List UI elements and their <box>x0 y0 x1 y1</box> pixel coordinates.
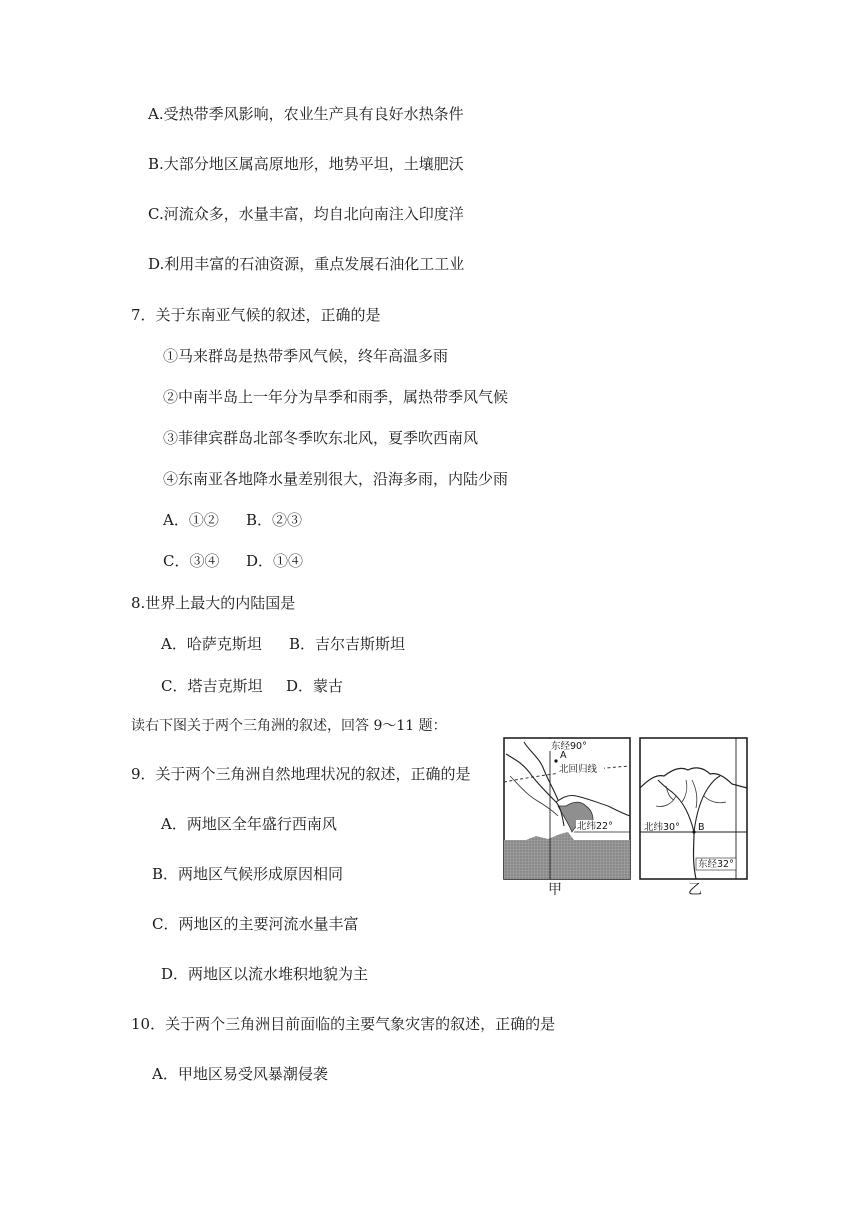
reading-instruction: 读右下图关于两个三角洲的叙述，回答 9～11 题： <box>131 718 447 734</box>
q8-option-a: A．哈萨克斯坦 <box>161 635 262 653</box>
q8-option-b: B．吉尔吉斯斯坦 <box>289 635 406 653</box>
q7-options-row-1 <box>163 510 302 530</box>
map-yi <box>640 738 747 896</box>
map-jia <box>504 738 630 896</box>
q7-statement-3: ③菲律宾群岛北部冬季吹东北风，夏季吹西南风 <box>163 429 479 447</box>
q10-option-a: A．甲地区易受风暴潮侵袭 <box>152 1065 328 1083</box>
q8-option-d: D．蒙古 <box>286 677 344 695</box>
label-point-b: B <box>698 822 705 833</box>
q10-stem: 10．关于两个三角洲目前面临的主要气象灾害的叙述，正确的是 <box>131 1015 556 1033</box>
q7-stem: 7．关于东南亚气候的叙述，正确的是 <box>131 306 381 324</box>
q9-option-b: B．两地区气候形成原因相同 <box>152 865 344 883</box>
q6-option-d: D.利用丰富的石油资源，重点发展石油化工工业 <box>148 255 465 273</box>
q8-stem: 8.世界上最大的内陆国是 <box>131 594 296 612</box>
caption-yi: 乙 <box>688 882 702 896</box>
q7-statement-1: ①马来群岛是热带季风气候，终年高温多雨 <box>163 347 449 365</box>
q6-option-b: B.大部分地区属高原地形，地势平坦，土壤肥沃 <box>148 155 464 173</box>
q8-options-row-1 <box>161 634 405 654</box>
delta-maps-figure <box>496 736 752 896</box>
q9-option-c: C．两地区的主要河流水量丰富 <box>152 915 359 933</box>
q8-options-row-2 <box>161 676 343 696</box>
point-b-marker <box>692 830 695 833</box>
q7-option-b: B．②③ <box>246 511 303 529</box>
label-north-latitude-30: 北纬30° <box>644 822 680 833</box>
q9-stem: 9．关于两个三角洲自然地理状况的叙述，正确的是 <box>131 765 471 783</box>
q9-option-d: D．两地区以流水堆积地貌为主 <box>161 965 369 983</box>
label-tropic-of-cancer: 北回归线 <box>559 764 598 775</box>
q7-statement-4: ④东南亚各地降水量差别很大，沿海多雨，内陆少雨 <box>163 470 509 488</box>
label-east-longitude-32: 东经32° <box>698 859 734 870</box>
label-east-longitude-90: 东经90° <box>551 741 587 752</box>
q7-options-row-2 <box>163 551 303 571</box>
q7-statement-2: ②中南半岛上一年分为旱季和雨季，属热带季风气候 <box>163 388 509 406</box>
q8-option-c: C．塔吉克斯坦 <box>161 677 263 695</box>
caption-jia: 甲 <box>548 882 562 896</box>
label-point-a: A <box>560 750 567 761</box>
label-north-latitude-22: 北纬22° <box>577 821 613 832</box>
q6-option-c: C.河流众多，水量丰富，均自北向南注入印度洋 <box>148 205 464 223</box>
q9-option-a: A．两地区全年盛行西南风 <box>161 815 337 833</box>
q7-option-d: D．①④ <box>246 552 304 570</box>
point-a-marker <box>554 759 557 762</box>
q6-option-a: A.受热带季风影响，农业生产具有良好水热条件 <box>148 105 464 123</box>
q7-option-c: C．③④ <box>163 552 220 570</box>
q7-option-a: A．①② <box>163 511 219 529</box>
